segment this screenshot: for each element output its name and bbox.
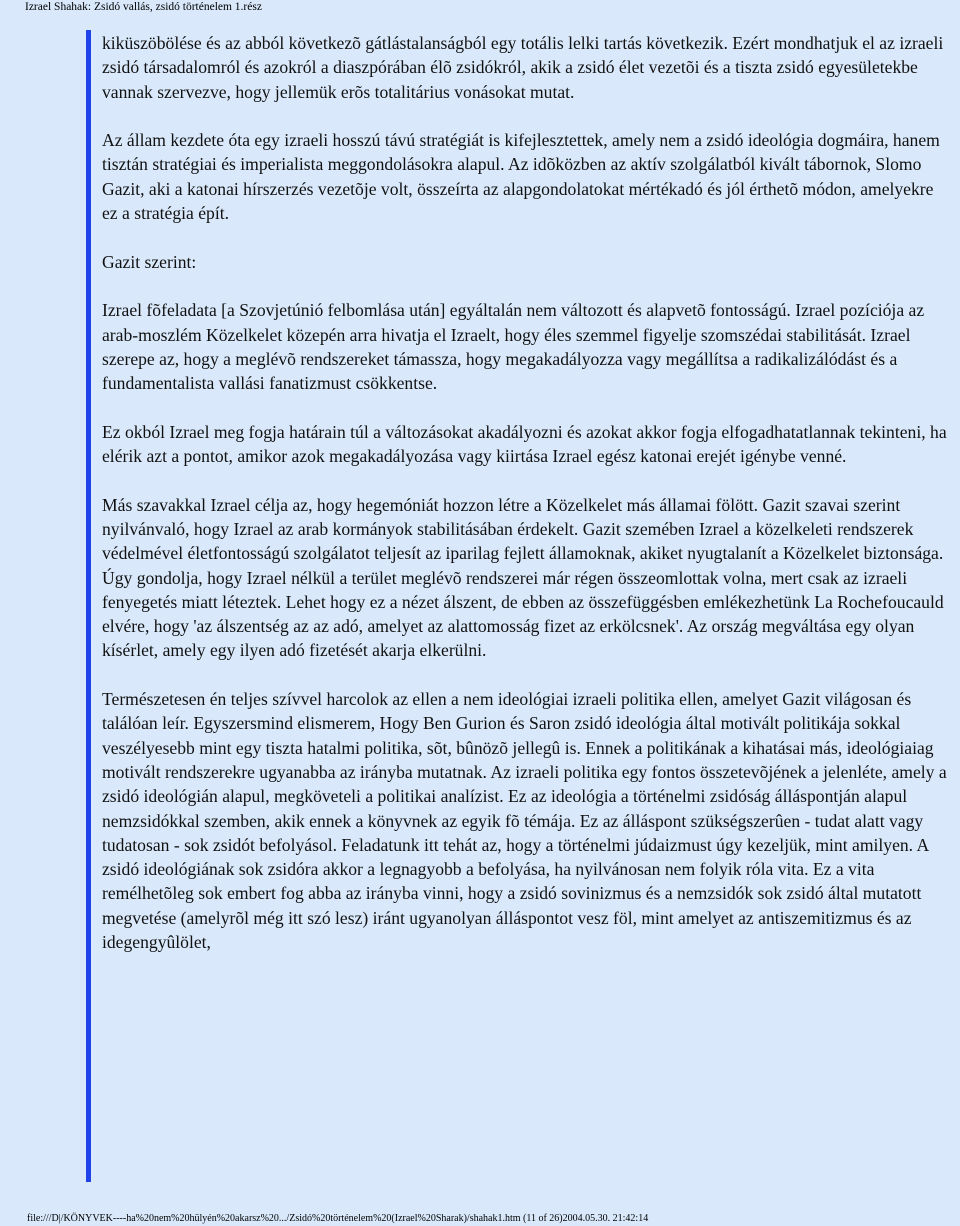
paragraph: Természetesen én teljes szívvel harcolok az ellen a nem ideológiai izraeli politika ellen, amelyet Gazit világosan és találóan leír. Egyszersmind elismerem, Hogy Ben Gurion és Saron zsidó ideológia által motivált politikája sokkal veszélyesebb mint egy tiszta hatalmi politika, sõt, bûnözõ jellegû is. Ennek a politikának a kihatásai más, ideológiaiag motivált rendszerekre ugyanabba az irányba mutatnak. Az izraeli politika egy fontos összetevõjének a jelenléte, amely a zsidó ideológián alapul, megköveteli a politikai analízist. Ez az ideológia a történelmi zsidóság álláspontján alapul nemzsidókkal szemben, akik ennek a könyvnek az egyik fõ témája. Ez az álláspont szükségszerûen - tudat alatt vagy tudatosan - sok zsidót befolyásol. Feladatunk itt tehát az, hogy a történelmi júdaizmust úgy kezeljük, mint amilyen. A zsidó ideológiának sok zsidóra akkor a legnagyobb a befolyása, ha nyilvánosan nem folyik róla vita. Ez a vita remélhetõleg sok embert fog abba az irányba vinni, hogy a zsidó sovinizmus és a nemzsidók sok zsidó által mutatott megvetése (amelyrõl még itt szó lesz) iránt ugyanolyan álláspontot vesz föl, mint amelyet az antiszemitizmus és az idegengyûlölet,	[102, 689, 947, 952]
page-header-title: Izrael Shahak: Zsidó vallás, zsidó történelem 1.rész	[25, 1, 262, 13]
paragraph: kiküszöbölése és az abból következõ gátlástalanságból egy totális lelki tartás következik. Ezért mondhatjuk el az izraeli zsidó társadalomról és azokról a diaszpórában élõ zsidókról, akik a zsidó élet vezetõi és a tiszta zsidó egyesületekbe vannak szervezve, hogy jellemük erõs totalitárius vonásokat mutat.	[102, 33, 944, 102]
paragraph: Az állam kezdete óta egy izraeli hosszú távú stratégiát is kifejlesztettek, amely nem a zsidó ideológia dogmáira, hanem tisztán stratégiai és imperialista meggondolásokra alapul. Az idõközben az aktív szolgálatból kivált tábornok, Slomo Gazit, aki a katonai hírszerzés vezetõje volt, összeírta az alapgondolatokat mértékadó és jól érthetõ módon, amelyekre ez a stratégia épít.	[102, 130, 940, 224]
paragraph: Izrael fõfeladata [a Szovjetúnió felbomlása után] egyáltalán nem változott és alapvetõ fontosságú. Izrael pozíciója az arab-moszlém Közelkelet közepén arra hivatja el Izraelt, hogy éles szemmel figyelje szomszédai stabilitását. Izrael szerepe az, hogy a meglévõ rendszereket támassza, hogy megakadályozza vagy megállítsa a radikalizálódást és a fundamentalista vallási fanatizmust csökkentse.	[102, 300, 925, 394]
page-footer-path: file:///D|/KÖNYVEK----ha%20nem%20hülyén%20akarsz%20.../Zsidó%20történelem%20(Izrael%20Sharak)/shahak1.htm (11 of 26)2004.05.30. 21:42:14	[27, 1213, 649, 1224]
article-body	[102, 31, 950, 954]
paragraph: Gazit szerint:	[102, 251, 197, 272]
paragraph: Ez okból Izrael meg fogja határain túl a változásokat akadályozni és azokat akkor fogja elfogadhatatlannak tekinteni, ha elérik azt a pontot, amikor azok megakadályozása vagy kiirtása Izrael egész katonai erejét igénybe venné.	[102, 421, 947, 467]
blockquote-bar	[86, 30, 91, 1182]
paragraph: Más szavakkal Izrael célja az, hogy hegemóniát hozzon létre a Közelkelet más államai fölött. Gazit szavai szerint nyilvánvaló, hogy Izrael az arab kormányok stabilitásában érdekelt. Gazit szemében Izrael a közelkeleti rendszerek védelmével életfontosságú szolgálatot teljesít az iparilag fejlett államoknak, akiket nyugtalanít a Közelkelet biztonsága. Úgy gondolja, hogy Izrael nélkül a terület meglévõ rendszerei már régen összeomlottak volna, mert csak az izraeli fenyegetés miatt léteztek. Lehet hogy ez a nézet álszent, de ebben az összefüggésben emlékezhetünk La Rochefoucauld elvére, hogy 'az álszentség az az adó, amelyet az alattomosság fizet az erkölcsnek'. Az ország megváltása egy olyan kísérlet, amely egy ilyen adó fizetését akarja elkerülni.	[102, 494, 944, 661]
